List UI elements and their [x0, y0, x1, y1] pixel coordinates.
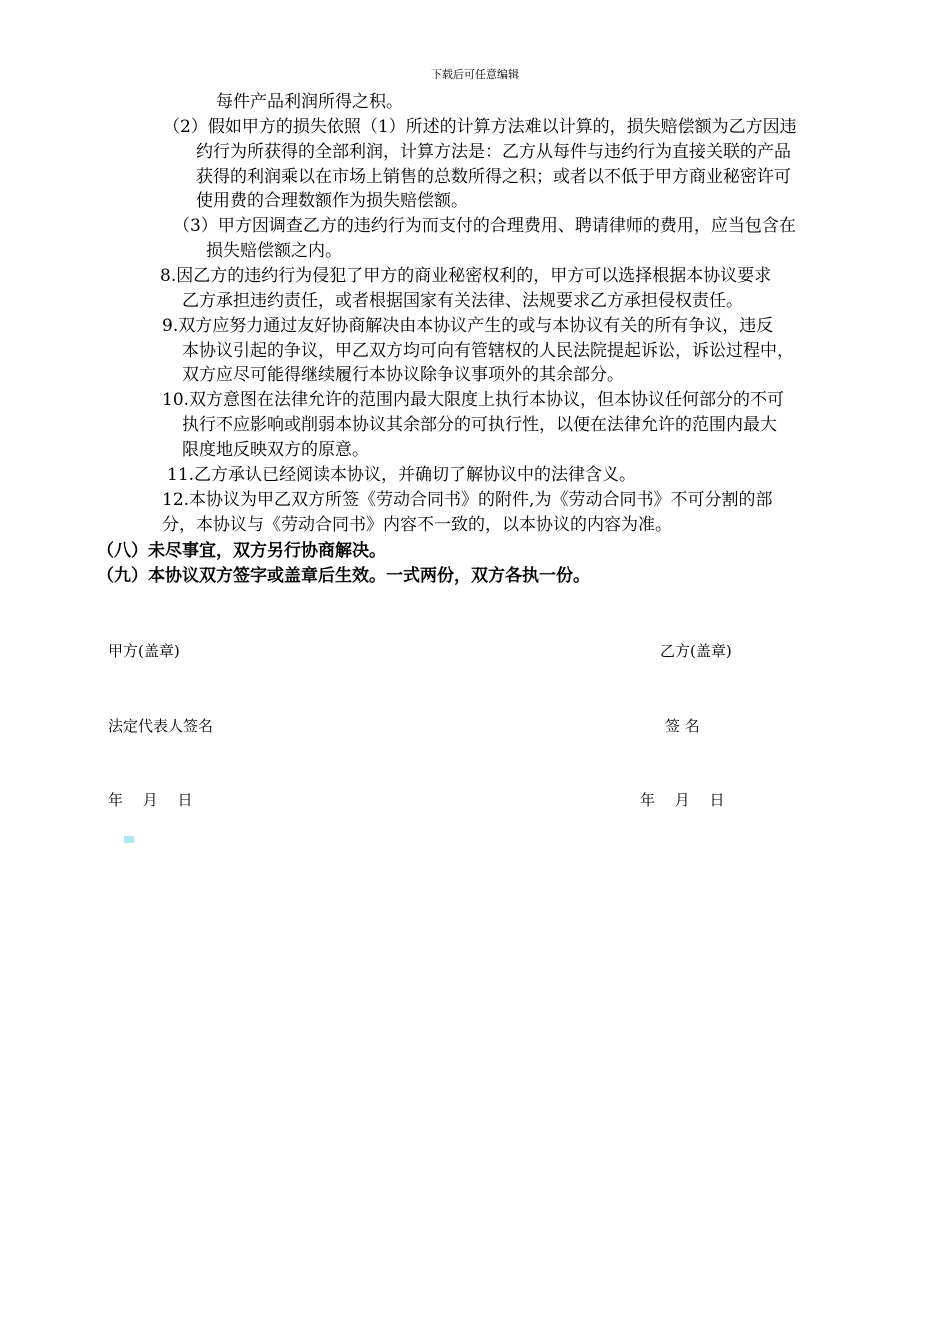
body-line: 使用费的合理数额作为损失赔偿额。 — [196, 191, 468, 211]
legal-rep-signature-label: 法定代表人签名 — [108, 717, 214, 735]
body-line: 10.双方意图在法律允许的范围内最大限度上执行本协议，但本协议任何部分的不可 — [162, 390, 785, 410]
party-b-date-label: 年 月 日 — [640, 791, 725, 809]
body-line: 8.因乙方的违约行为侵犯了甲方的商业秘密权利的，甲方可以选择根据本协议要求 — [160, 266, 772, 286]
clause-eight: （八）未尽事宜，双方另行协商解决。 — [97, 541, 386, 561]
body-line: 损失赔偿额之内。 — [206, 241, 342, 261]
clause-nine: （九）本协议双方签字或盖章后生效。一式两份，双方各执一份。 — [97, 566, 590, 586]
body-line: 11.乙方承认已经阅读本协议，并确切了解协议中的法律含义。 — [167, 465, 637, 485]
body-line: 乙方承担违约责任，或者根据国家有关法律、法规要求乙方承担侵权责任。 — [182, 291, 743, 311]
party-a-seal-label: 甲方(盖章) — [108, 642, 180, 660]
body-line: 9.双方应努力通过友好协商解决由本协议产生的或与本协议有关的所有争议，违反 — [162, 316, 774, 336]
body-line: 每件产品利润所得之积。 — [216, 92, 403, 112]
cursor-marker — [124, 836, 134, 843]
body-line: 12.本协议为甲乙双方所签《劳动合同书》的附件,为《劳动合同书》不可分割的部 — [162, 490, 773, 510]
body-line: （3）甲方因调查乙方的违约行为而支付的合理费用、聘请律师的费用，应当包含在 — [173, 216, 796, 236]
party-b-seal-label: 乙方(盖章) — [660, 642, 732, 660]
body-line: （2）假如甲方的损失依照（1）所述的计算方法难以计算的，损失赔偿额为乙方因违 — [163, 117, 797, 137]
body-line: 分，本协议与《劳动合同书》内容不一致的，以本协议的内容为准。 — [162, 515, 672, 535]
body-line: 执行不应影响或削弱本协议其余部分的可执行性，以便在法律允许的范围内最大 — [182, 415, 777, 435]
body-line: 双方应尽可能得继续履行本协议除争议事项外的其余部分。 — [182, 365, 624, 385]
body-line: 限度地反映双方的原意。 — [182, 440, 369, 460]
body-line: 约行为所获得的全部利润，计算方法是：乙方从每件与违约行为直接关联的产品 — [196, 142, 791, 162]
party-b-signature-label: 签 名 — [665, 717, 700, 735]
body-line: 本协议引起的争议，甲乙双方均可向有管辖权的人民法院提起诉讼，诉讼过程中， — [182, 341, 794, 361]
party-a-date-label: 年 月 日 — [108, 791, 193, 809]
body-line: 获得的利润乘以在市场上销售的总数所得之积；或者以不低于甲方商业秘密许可 — [196, 167, 791, 187]
download-note: 下载后可任意编辑 — [431, 68, 519, 81]
